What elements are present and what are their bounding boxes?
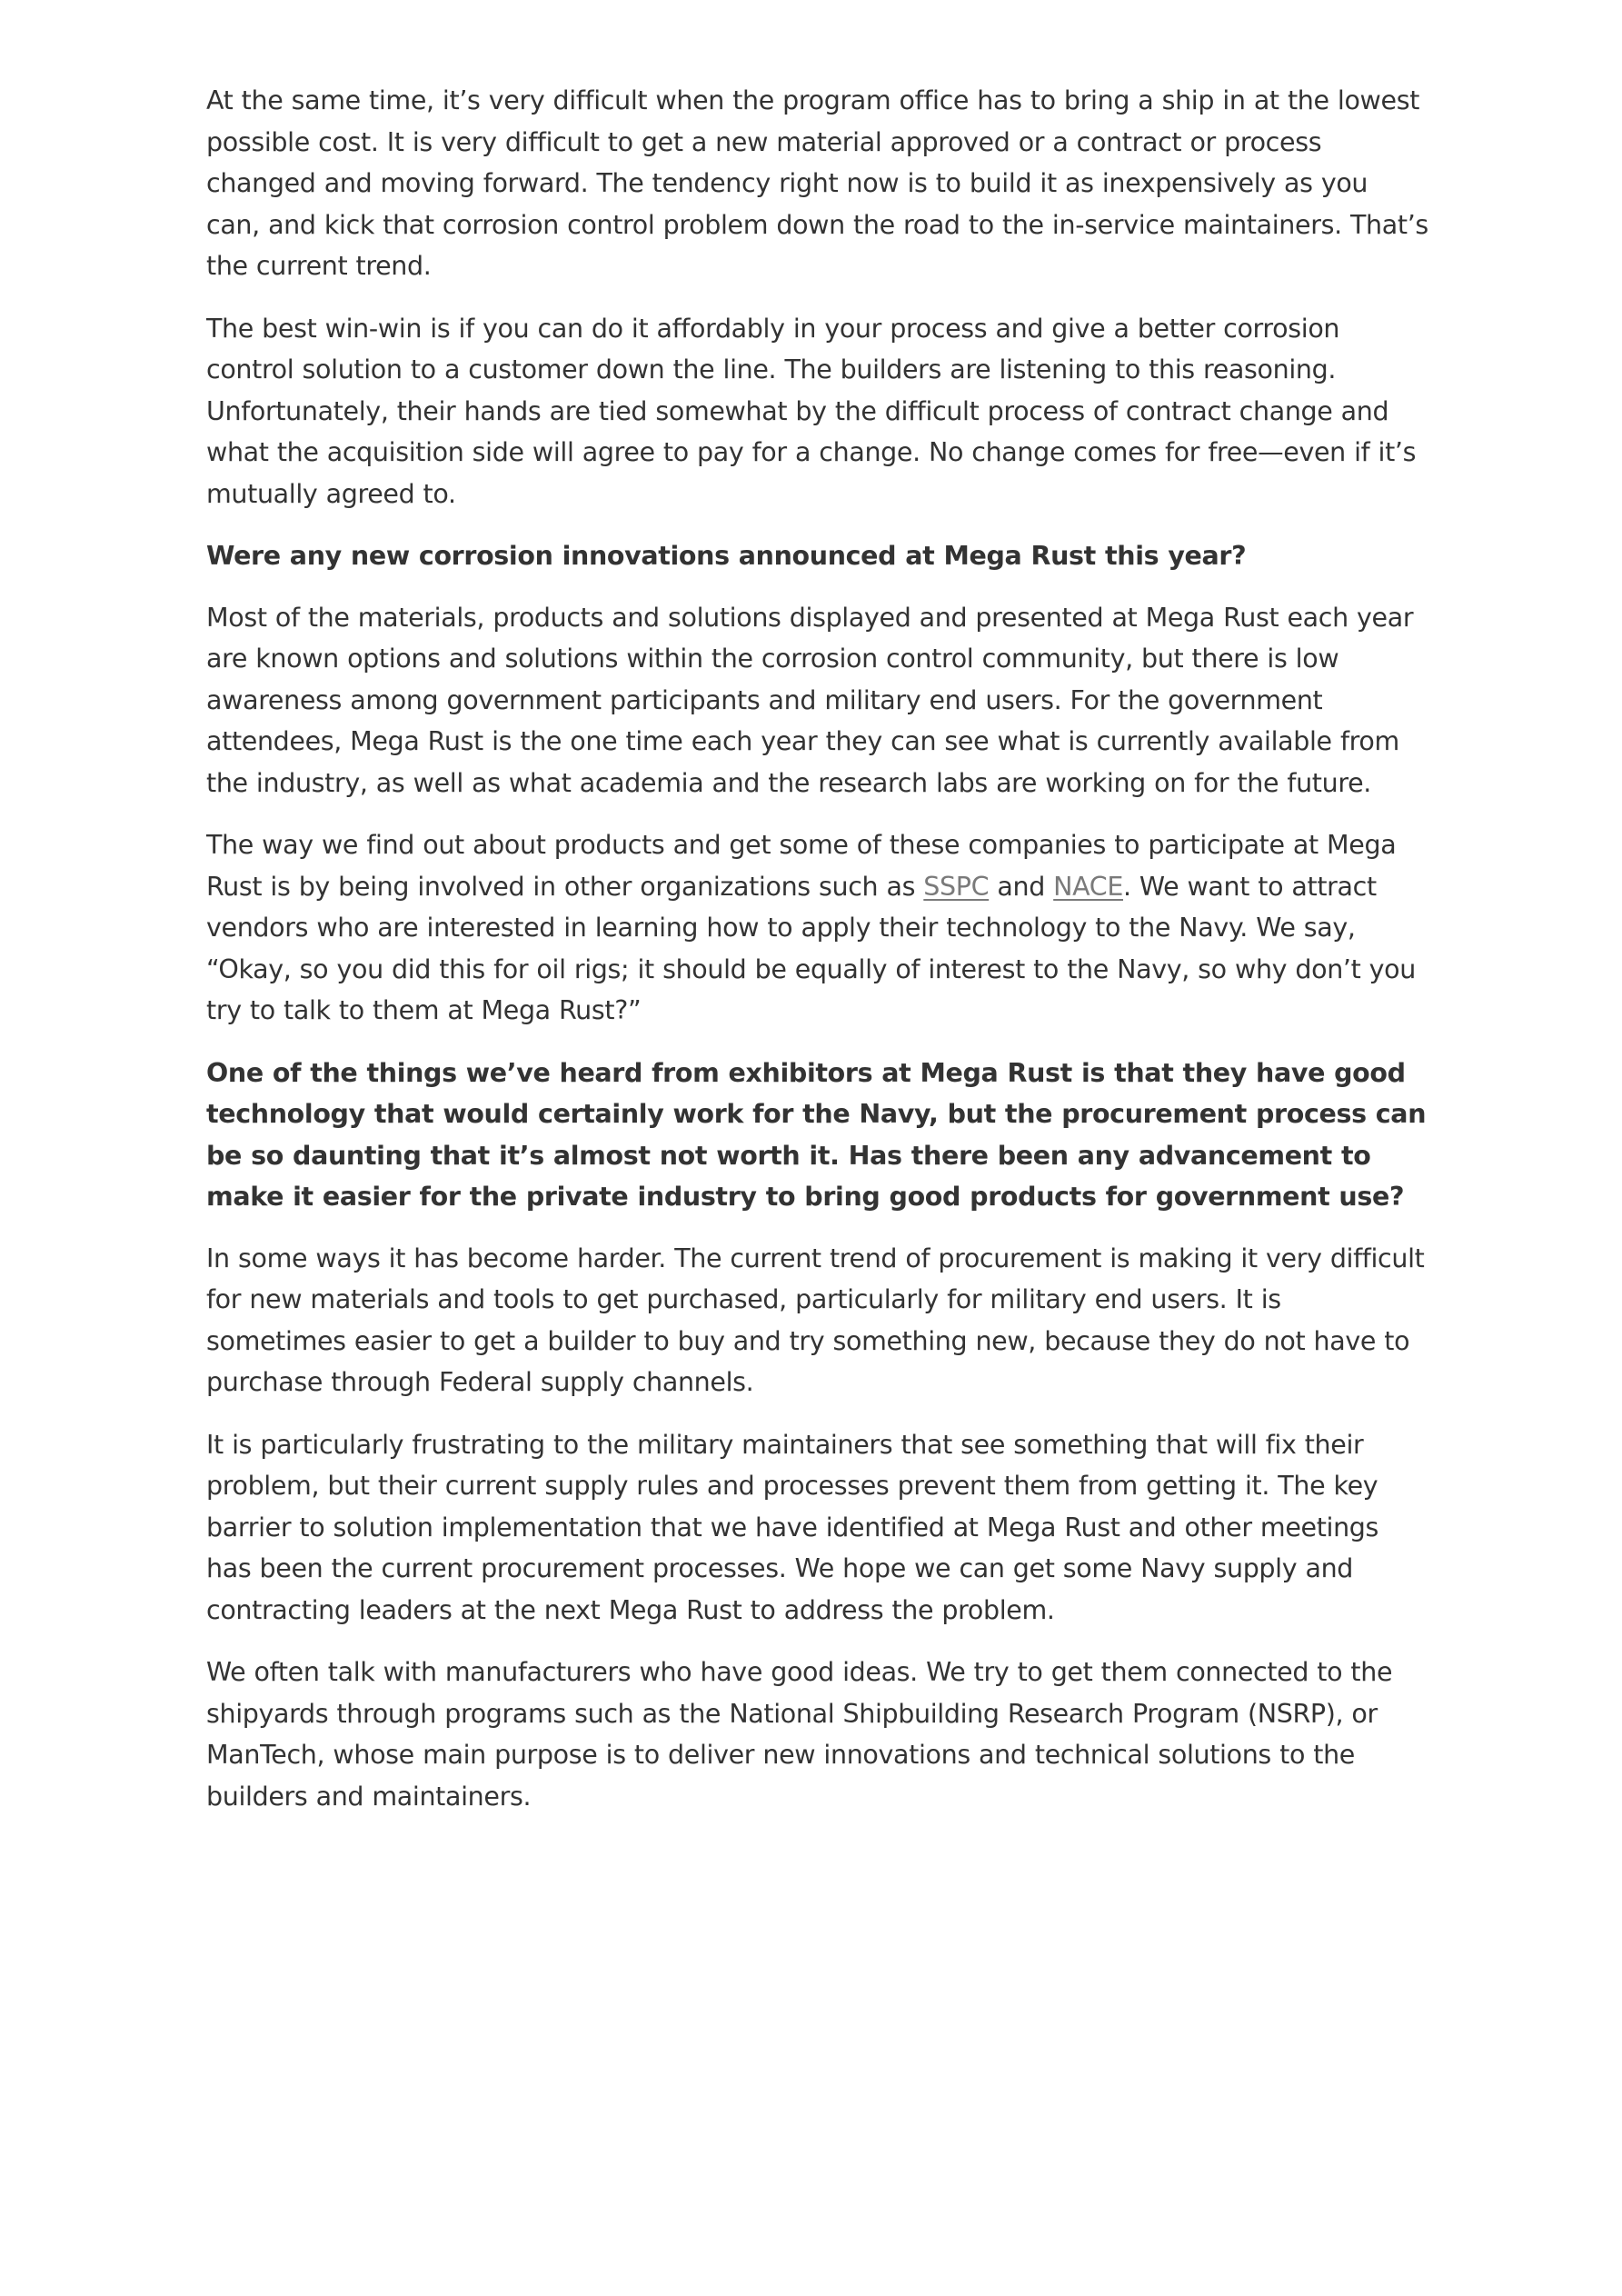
paragraph-win-win: The best win-win is if you can do it affordably in your process and give a better corrosion control solution to a customer down the line. The builders are listening to this reasoning. Unfortunately, their hands are tied somewhat by the difficult process of contract change and what the acquisition side will agree to pay for a change. No change comes for free—even if it’s mutually agreed to. <box>206 313 1417 509</box>
paragraph-manufacturers-ideas: We often talk with manufacturers who have good ideas. We try to get them connected to the shipyards through programs such as the National Shipbuilding Research Program (NSRP), or ManTech, whose main purpose is to deliver new innovations and technical solutions to the builders and maintainers. <box>206 1657 1393 1812</box>
question-corrosion-innovations: Were any new corrosion innovations announced at Mega Rust this year? <box>206 541 1247 571</box>
article-body <box>206 80 1428 1838</box>
paragraph-find-products <box>206 824 1428 1032</box>
paragraph-harder-procurement: In some ways it has become harder. The current trend of procurement is making it very difficult for new materials and tools to get purchased, particularly for military end users. It is sometimes easier to get a builder to buy and try something new, because they do not have to purchase through Federal supply channels. <box>206 1243 1425 1397</box>
paragraph-text-before-links: The way we find out about products and get some of these companies to participate at Mega Rust is by being involved in other organizations such as <box>206 830 1397 902</box>
question-procurement-process: One of the things we’ve heard from exhibitors at Mega Rust is that they have good technology that would certainly work for the Navy, but the procurement process can be so daunting that it’s almost not worth it. Has there been any advancement to make it easier for the private industry to bring good products for government use? <box>206 1057 1427 1212</box>
paragraph-program-office-cost: At the same time, it’s very difficult when the program office has to bring a ship in at the lowest possible cost. It is very difficult to get a new material approved or a contract or process changed and moving forward. The tendency right now is to build it as inexpensively as you can, and kick that corrosion control problem down the road to the in-service maintainers. That’s the current trend. <box>206 85 1428 281</box>
nace-link[interactable]: NACE <box>1053 871 1123 902</box>
sspc-link[interactable]: SSPC <box>923 871 990 902</box>
paragraph-text-between-links: and <box>989 871 1054 902</box>
paragraph-materials-products: Most of the materials, products and solutions displayed and presented at Mega Rust each year are known options and solutions within the corrosion control community, but there is low awareness among government participants and military end users. For the government attendees, Mega Rust is the one time each year they can see what is currently available from the industry, as well as what academia and the research labs are working on for the future. <box>206 602 1414 798</box>
paragraph-text-after-links: . We want to attract vendors who are interested in learning how to apply their technology to the Navy. We say, “Okay, so you did this for oil rigs; it should be equally of interest to the Navy, so why don’t you try to talk to them at Mega Rust?” <box>206 871 1416 1025</box>
paragraph-maintainers-frustration: It is particularly frustrating to the military maintainers that see something that will fix their problem, but their current supply rules and processes prevent them from getting it. The key barrier to solution implementation that we have identified at Mega Rust and other meetings has been the current procurement processes. We hope we can get some Navy supply and contracting leaders at the next Mega Rust to address the problem. <box>206 1429 1379 1625</box>
